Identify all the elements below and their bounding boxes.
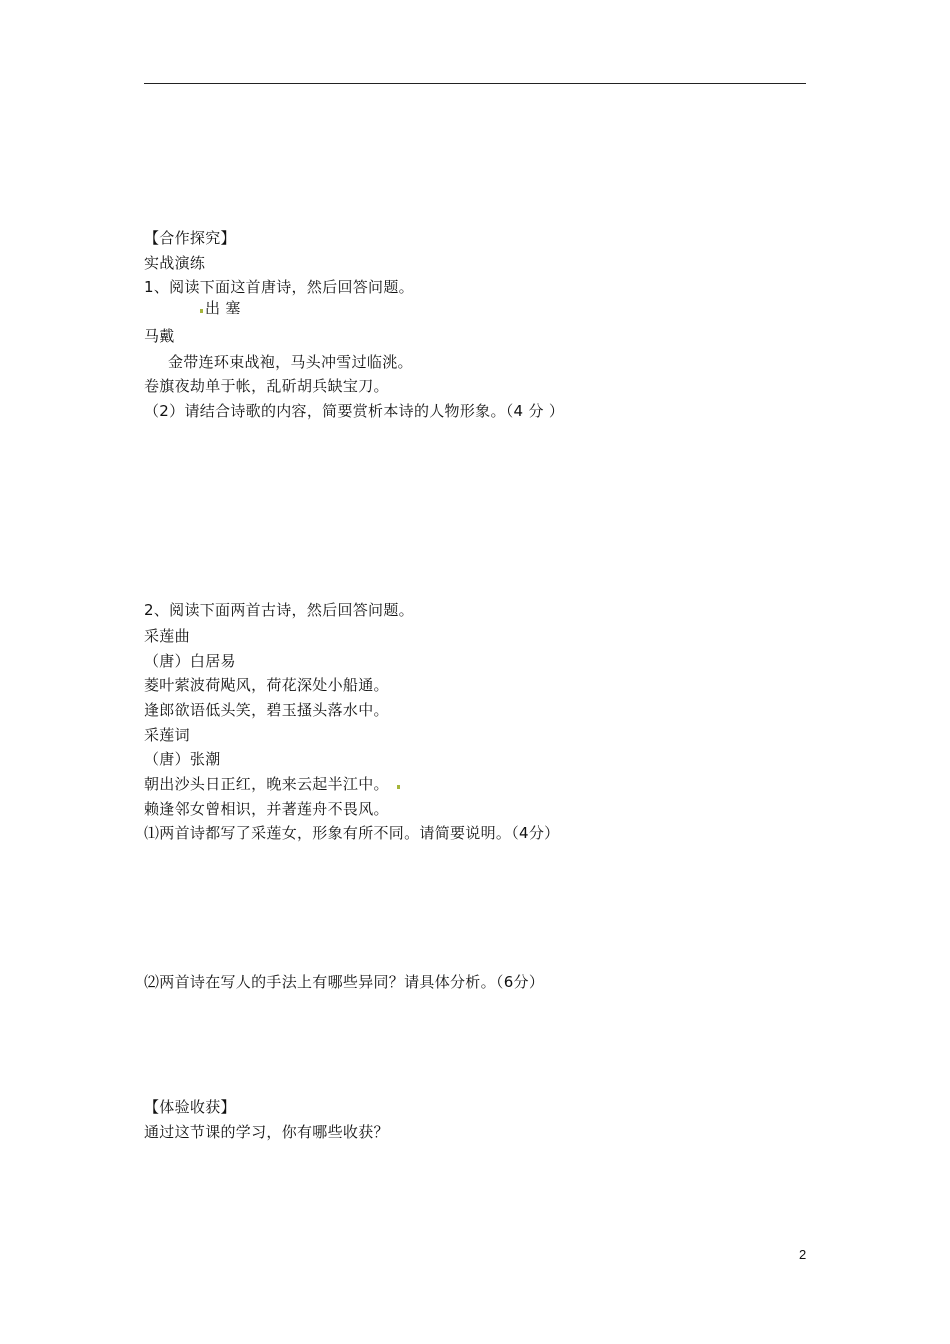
question-2-sub-question-2: ⑵两首诗在写人的手法上有哪些异同？请具体分析。（6分） — [144, 973, 545, 991]
poem-verse-1: 金带连环束战袍，马头冲雪过临洮。 — [168, 353, 413, 371]
poem-verse-2: 卷旗夜劫单于帐，乱斫胡兵缺宝刀。 — [144, 377, 389, 395]
editor-mark — [200, 309, 203, 313]
section-heading-cooperative-inquiry: 【合作探究】 — [144, 229, 236, 247]
poem2-verse-1: 朝出沙头日正红，晚来云起半江中。 — [144, 775, 389, 793]
header-rule — [144, 83, 806, 84]
poem1-verse-2: 逢郎欲语低头笑，碧玉搔头落水中。 — [144, 701, 389, 719]
section-heading-harvest: 【体验收获】 — [144, 1098, 236, 1116]
poem1-verse-1: 菱叶萦波荷飐风，荷花深处小船通。 — [144, 676, 389, 694]
poem2-title: 采莲词 — [144, 726, 190, 744]
editor-mark — [397, 785, 400, 789]
poem-title: 出 塞 — [205, 299, 241, 317]
poem-author: 马戴 — [144, 327, 175, 345]
poem2-verse-2: 赖逢邻女曾相识，并著莲舟不畏风。 — [144, 800, 389, 818]
poem-title-line — [200, 298, 241, 318]
poem2-author: （唐）张潮 — [144, 750, 221, 768]
section-subheading-practice: 实战演练 — [144, 254, 206, 272]
poem1-title: 采莲曲 — [144, 627, 190, 645]
question-2-sub-question-1: ⑴两首诗都写了采莲女，形象有所不同。请简要说明。（4分） — [144, 824, 560, 842]
page-number: 2 — [799, 1247, 807, 1262]
question-2-prompt: 2、阅读下面两首古诗，然后回答问题。 — [144, 601, 414, 619]
poem2-verse-1-line — [144, 774, 402, 794]
question-1-prompt: 1、阅读下面这首唐诗，然后回答问题。 — [144, 278, 414, 296]
poem1-author: （唐）白居易 — [144, 652, 236, 670]
harvest-question: 通过这节课的学习，你有哪些收获？ — [144, 1123, 389, 1141]
question-1-sub-question: （2）请结合诗歌的内容，简要赏析本诗的人物形象。（4 分 ） — [144, 402, 565, 420]
